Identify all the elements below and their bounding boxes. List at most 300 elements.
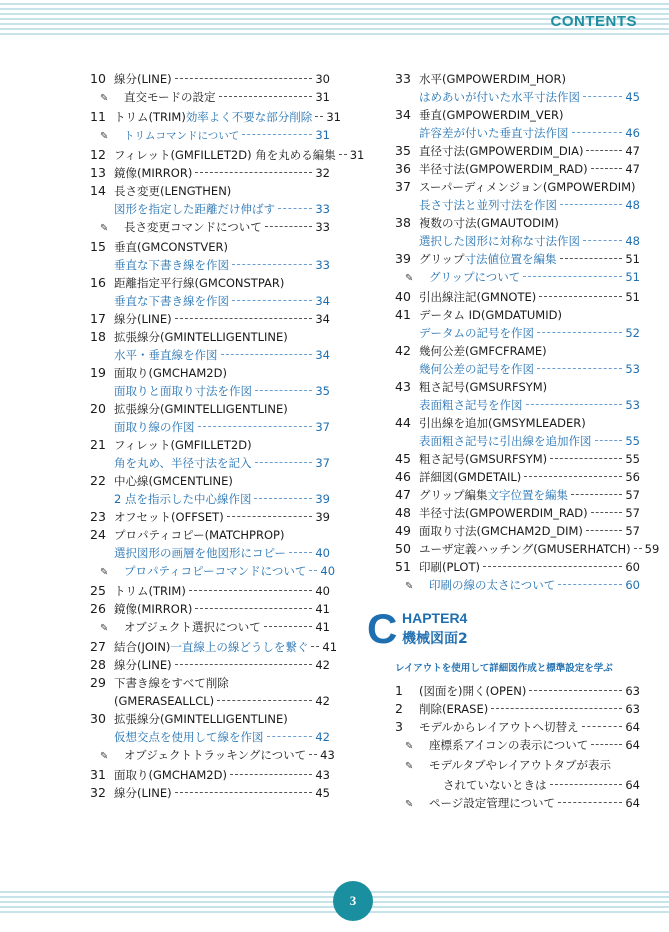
- entry-title: 詳細図(GMDETAIL): [419, 470, 522, 484]
- chapter-number: HAPTER4: [402, 610, 468, 626]
- entry-title: 水平(GMPOWERDIM_HOR): [419, 72, 567, 86]
- entry-number: 18: [90, 329, 106, 344]
- tip-title: オブジェクト選択について: [124, 620, 261, 634]
- entry-page: 32: [315, 166, 330, 180]
- entry-title: 長さ変更(LENGTHEN): [114, 184, 232, 198]
- entry-title: モデルからレイアウトへ切替え: [419, 720, 579, 734]
- entry-page: 31: [315, 90, 330, 104]
- entry-page: 43: [320, 748, 335, 762]
- subentry-title: 許容差が付いた垂直寸法作図: [419, 126, 569, 140]
- leader-dots: [560, 204, 622, 205]
- leader-dots: [217, 700, 312, 701]
- toc-tip[interactable]: [395, 756, 640, 776]
- toc-entry[interactable]: [395, 700, 640, 718]
- entry-title: グリップ編集: [419, 488, 488, 502]
- toc-subentry[interactable]: [90, 382, 330, 400]
- entry-page: 34: [315, 348, 330, 362]
- toc-entry[interactable]: [90, 472, 330, 490]
- leader-dots: [230, 774, 312, 775]
- entry-subtitle: 効率よく不要な部分削除: [185, 110, 313, 124]
- leader-dots: [483, 566, 622, 567]
- toc-subentry[interactable]: [90, 728, 330, 746]
- toc-entry[interactable]: [395, 378, 640, 396]
- entry-title: トリム(TRIM): [114, 110, 186, 124]
- entry-title: 面取り(GMCHAM2D): [114, 768, 227, 782]
- leader-dots: [558, 584, 622, 585]
- subentry-title: 選択図形の画層を他図形にコピー: [114, 546, 287, 560]
- tip-title: トリムコマンドについて: [124, 130, 240, 142]
- toc-entry[interactable]: [395, 486, 640, 504]
- toc-tip[interactable]: [90, 126, 330, 146]
- toc-entry[interactable]: [90, 146, 365, 164]
- toc-entry[interactable]: [90, 656, 330, 674]
- entry-title: 拡張線分(GMINTELLIGENTLINE): [114, 330, 288, 344]
- tip-title: されていないときは: [443, 778, 547, 792]
- toc-entry[interactable]: [395, 250, 640, 268]
- toc-entry[interactable]: [90, 508, 330, 526]
- leader-dots: [586, 530, 622, 531]
- entry-title: 鏡像(MIRROR): [114, 166, 193, 180]
- subentry-title: 垂直な下書き線を作図: [114, 258, 229, 272]
- entry-number: 13: [90, 165, 106, 180]
- toc-subentry[interactable]: [395, 396, 640, 414]
- entry-number: 28: [90, 657, 106, 672]
- tip-title: オブジェクトトラッキングについて: [124, 748, 307, 762]
- entry-number: 36: [395, 161, 411, 176]
- leader-dots: [572, 132, 623, 133]
- tip-title: 座標系アイコンの表示について: [429, 738, 589, 752]
- leader-dots: [232, 264, 312, 265]
- toc-entry[interactable]: [90, 164, 330, 182]
- toc-tip[interactable]: [90, 618, 330, 638]
- toc-subentry[interactable]: [90, 692, 330, 710]
- entry-page: 55: [625, 434, 640, 448]
- toc-tip[interactable]: [90, 88, 330, 108]
- subentry-title: 水平・垂直線を作図: [114, 348, 218, 362]
- leader-dots: [582, 726, 623, 727]
- entry-page: 42: [315, 730, 330, 744]
- leader-dots: [242, 134, 312, 135]
- entry-number: 26: [90, 601, 106, 616]
- leader-dots: [491, 708, 622, 709]
- entry-number: 30: [90, 711, 106, 726]
- entry-page: 42: [315, 694, 330, 708]
- toc-subentry[interactable]: [395, 232, 640, 250]
- chapter-heading: [367, 605, 640, 660]
- entry-title: スーパーディメンジョン(GMPOWERDIM): [419, 180, 636, 194]
- entry-number: 17: [90, 311, 106, 326]
- leader-dots: [591, 744, 622, 745]
- toc-tip-continuation[interactable]: [395, 776, 640, 794]
- toc-entry[interactable]: [90, 710, 330, 728]
- page-title: CONTENTS: [550, 13, 637, 30]
- toc-subentry[interactable]: [90, 292, 330, 310]
- entry-number: 23: [90, 509, 106, 524]
- entry-page: 46: [625, 126, 640, 140]
- toc-subentry[interactable]: [395, 432, 640, 450]
- toc-entry[interactable]: [395, 106, 640, 124]
- leader-dots: [175, 318, 313, 319]
- entry-page: 60: [625, 578, 640, 592]
- toc-entry[interactable]: [395, 522, 640, 540]
- toc-left-column: [90, 70, 365, 802]
- entry-number: 41: [395, 307, 411, 322]
- toc-subentry[interactable]: [90, 256, 330, 274]
- entry-page: 41: [315, 602, 330, 616]
- entry-number: 14: [90, 183, 106, 198]
- entry-title: オフセット(OFFSET): [114, 510, 224, 524]
- chapter-initial: C: [367, 605, 398, 652]
- entry-page: 41: [315, 620, 330, 634]
- entry-number: 15: [90, 239, 106, 254]
- subentry-title: 仮想交点を使用して線を作図: [114, 730, 264, 744]
- toc-subentry[interactable]: [90, 490, 330, 508]
- pencil-icon: ✎: [100, 623, 109, 634]
- leader-dots: [524, 476, 622, 477]
- entry-number: 3: [395, 719, 403, 734]
- subentry-title: 面取りと面取り寸法を作図: [114, 384, 252, 398]
- leader-dots: [537, 368, 622, 369]
- toc-entry[interactable]: [395, 414, 640, 432]
- toc-entry[interactable]: [395, 682, 640, 700]
- entry-title: グリップ: [419, 252, 465, 266]
- entry-number: 47: [395, 487, 411, 502]
- leader-dots: [558, 802, 622, 803]
- leader-dots: [175, 792, 313, 793]
- leader-dots: [195, 172, 312, 173]
- leader-dots: [198, 426, 313, 427]
- toc-tip[interactable]: [90, 746, 335, 766]
- entry-number: 49: [395, 523, 411, 538]
- tip-title: プロパティコピーコマンドについて: [124, 564, 307, 578]
- entry-page: 52: [625, 326, 640, 340]
- leader-dots: [175, 664, 313, 665]
- entry-page: 31: [349, 148, 365, 162]
- leader-dots: [264, 626, 313, 627]
- toc-entry[interactable]: [395, 214, 640, 232]
- toc-subentry[interactable]: [90, 544, 330, 562]
- entry-page: 57: [625, 488, 640, 502]
- entry-number: 29: [90, 675, 106, 690]
- leader-dots: [537, 332, 622, 333]
- entry-title: 面取り(GMCHAM2D): [114, 366, 227, 380]
- toc-subentry[interactable]: [90, 346, 330, 364]
- toc-entry[interactable]: [395, 288, 640, 306]
- entry-title: ユーザ定義ハッチング(GMUSERHATCH): [419, 542, 631, 556]
- subentry-title: (GMERASEALLCL): [114, 694, 215, 708]
- toc-right-column: [367, 70, 660, 814]
- leader-dots: [583, 240, 622, 241]
- entry-page: 51: [625, 252, 640, 266]
- subentry-title: 長さ寸法と並列寸法を作図: [419, 198, 557, 212]
- subentry-title: 図形を指定した距離だけ伸ばす: [114, 202, 275, 216]
- entry-page: 64: [625, 738, 640, 752]
- toc-tip[interactable]: [90, 562, 336, 582]
- entry-page: 47: [625, 162, 640, 176]
- pencil-icon: ✎: [100, 223, 109, 234]
- leader-dots: [550, 784, 623, 785]
- entry-title: 幾何公差(GMFCFRAME): [419, 344, 547, 358]
- entry-title: 引出線を追加(GMSYMLEADER): [419, 416, 586, 430]
- entry-page: 47: [625, 144, 640, 158]
- pencil-icon: ✎: [405, 799, 414, 810]
- entry-title: 距離指定平行線(GMCONSTPAR): [114, 276, 285, 290]
- leader-dots: [586, 150, 622, 151]
- leader-dots: [289, 552, 312, 553]
- toc-entry[interactable]: [395, 306, 640, 324]
- toc-entry[interactable]: [395, 70, 640, 88]
- entry-page: 40: [320, 564, 336, 578]
- toc-entry[interactable]: [395, 160, 640, 178]
- entry-number: 31: [90, 767, 106, 782]
- leader-dots: [267, 736, 313, 737]
- tip-title: ページ設定管理について: [429, 796, 556, 810]
- toc-subentry[interactable]: [90, 200, 330, 218]
- entry-title: データム ID(GMDATUMID): [419, 308, 562, 322]
- entry-title: 線分(LINE): [114, 72, 172, 86]
- toc-entry[interactable]: [395, 178, 640, 196]
- entry-page: 60: [625, 560, 640, 574]
- entry-number: 16: [90, 275, 106, 290]
- toc-tip[interactable]: [395, 736, 640, 756]
- entry-title: 垂直(GMCONSTVER): [114, 240, 228, 254]
- entry-subtitle: 寸法値位置を編集: [464, 252, 557, 266]
- subentry-title: 表面粗さ記号に引出線を追加作図: [419, 434, 592, 448]
- entry-title: 粗さ記号(GMSURFSYM): [419, 452, 548, 466]
- entry-page: 55: [625, 452, 640, 466]
- toc-tip[interactable]: [395, 268, 640, 288]
- subentry-title: 選択した図形に対称な寸法作図: [419, 234, 580, 248]
- entry-title: 下書き線をすべて削除: [114, 676, 229, 690]
- entry-page: 51: [625, 270, 640, 284]
- entry-title: 印刷(PLOT): [419, 560, 480, 574]
- entry-number: 21: [90, 437, 106, 452]
- entry-number: 10: [90, 71, 106, 86]
- entry-page: 63: [625, 702, 640, 716]
- toc-entry[interactable]: [90, 364, 330, 382]
- leader-dots: [265, 226, 313, 227]
- toc-entry[interactable]: [90, 182, 330, 200]
- entry-number: 44: [395, 415, 411, 430]
- tip-title: 長さ変更コマンドについて: [124, 220, 262, 234]
- toc-entry[interactable]: [395, 450, 640, 468]
- pencil-icon: ✎: [100, 131, 109, 142]
- toc-entry[interactable]: [395, 142, 640, 160]
- toc-entry[interactable]: [395, 558, 640, 576]
- entry-number: 46: [395, 469, 411, 484]
- toc-entry[interactable]: [395, 540, 660, 558]
- entry-number: 42: [395, 343, 411, 358]
- entry-number: 12: [90, 147, 106, 162]
- toc-tip[interactable]: [90, 218, 330, 238]
- toc-entry[interactable]: [90, 108, 341, 126]
- entry-title: プロパティコピー(MATCHPROP): [114, 528, 285, 542]
- toc-entry[interactable]: [90, 784, 330, 802]
- leader-dots: [254, 498, 312, 499]
- entry-page: 40: [315, 584, 330, 598]
- leader-dots: [175, 78, 313, 79]
- entry-number: 40: [395, 289, 411, 304]
- entry-page: 33: [315, 220, 330, 234]
- leader-dots: [195, 608, 312, 609]
- entry-page: 53: [625, 362, 640, 376]
- leader-dots: [539, 296, 622, 297]
- entry-number: 38: [395, 215, 411, 230]
- leader-dots: [309, 570, 317, 571]
- subentry-title: 2 点を指示した中心線作図: [114, 492, 252, 506]
- entry-number: 35: [395, 143, 411, 158]
- leader-dots: [278, 208, 312, 209]
- pencil-icon: ✎: [405, 581, 414, 592]
- entry-number: 20: [90, 401, 106, 416]
- toc-tip[interactable]: [395, 576, 640, 596]
- entry-title: 中心線(GMCENTLINE): [114, 474, 233, 488]
- entry-subtitle: 一直線上の線どうしを繋ぐ: [170, 640, 309, 654]
- entry-page: 48: [625, 234, 640, 248]
- pencil-icon: ✎: [100, 93, 109, 104]
- entry-page: 51: [625, 290, 640, 304]
- entry-page: 42: [315, 658, 330, 672]
- leader-dots: [595, 440, 623, 441]
- toc-entry[interactable]: [90, 582, 330, 600]
- entry-subtitle: 文字位置を編集: [487, 488, 569, 502]
- toc-tip[interactable]: [395, 794, 640, 814]
- tip-title: モデルタブやレイアウトタブが表示: [429, 758, 612, 772]
- entry-page: 39: [315, 492, 330, 506]
- entry-title: フィレット(GMFILLET2D): [114, 438, 252, 452]
- entry-page: 64: [625, 796, 640, 810]
- toc-entry[interactable]: [90, 638, 338, 656]
- toc-subentry[interactable]: [90, 418, 330, 436]
- page-number: 3: [333, 881, 373, 921]
- pencil-icon: ✎: [100, 751, 109, 762]
- subentry-title: 幾何公差の記号を作図: [419, 362, 534, 376]
- leader-dots: [339, 154, 347, 155]
- leader-dots: [309, 754, 317, 755]
- entry-page: 31: [315, 128, 330, 142]
- toc-entry[interactable]: [90, 400, 330, 418]
- entry-page: 31: [326, 110, 341, 124]
- pencil-icon: ✎: [405, 761, 414, 772]
- toc-entry[interactable]: [90, 274, 330, 292]
- entry-page: 43: [315, 768, 330, 782]
- tip-title: グリップについて: [429, 270, 521, 284]
- toc-entry[interactable]: [90, 310, 330, 328]
- leader-dots: [255, 390, 312, 391]
- entry-number: 2: [395, 701, 403, 716]
- entry-title: 拡張線分(GMINTELLIGENTLINE): [114, 402, 288, 416]
- entry-title: 結合(JOIN): [114, 640, 171, 654]
- leader-dots: [523, 276, 622, 277]
- pencil-icon: ✎: [405, 273, 414, 284]
- toc-entry[interactable]: [90, 328, 330, 346]
- entry-number: 22: [90, 473, 106, 488]
- entry-title: 線分(LINE): [114, 312, 172, 326]
- entry-number: 34: [395, 107, 411, 122]
- toc-entry[interactable]: [395, 718, 640, 736]
- leader-dots: [221, 354, 313, 355]
- toc-entry[interactable]: [90, 526, 330, 544]
- entry-page: 57: [625, 506, 640, 520]
- entry-page: 34: [315, 312, 330, 326]
- entry-number: 48: [395, 505, 411, 520]
- entry-title: 拡張線分(GMINTELLIGENTLINE): [114, 712, 288, 726]
- entry-title: 粗さ記号(GMSURFSYM): [419, 380, 548, 394]
- pencil-icon: ✎: [405, 741, 414, 752]
- subentry-title: 垂直な下書き線を作図: [114, 294, 229, 308]
- toc-subentry[interactable]: [395, 196, 640, 214]
- leader-dots: [255, 462, 313, 463]
- toc-entry[interactable]: [90, 674, 330, 692]
- subentry-title: はめあいが付いた水平寸法作図: [419, 90, 580, 104]
- entry-page: 39: [315, 510, 330, 524]
- toc-subentry[interactable]: [395, 124, 640, 142]
- toc-subentry[interactable]: [395, 360, 640, 378]
- entry-title: 半径寸法(GMPOWERDIM_RAD): [419, 506, 588, 520]
- toc-entry[interactable]: [395, 342, 640, 360]
- entry-title: 面取り寸法(GMCHAM2D_DIM): [419, 524, 583, 538]
- leader-dots: [583, 96, 622, 97]
- leader-dots: [571, 494, 622, 495]
- entry-number: 32: [90, 785, 106, 800]
- entry-page: 64: [625, 778, 640, 792]
- entry-number: 43: [395, 379, 411, 394]
- entry-number: 33: [395, 71, 411, 86]
- entry-page: 35: [315, 384, 330, 398]
- entry-page: 37: [315, 420, 330, 434]
- leader-dots: [311, 646, 319, 647]
- toc-entry[interactable]: [90, 436, 330, 454]
- entry-number: 39: [395, 251, 411, 266]
- toc-entry[interactable]: [90, 70, 330, 88]
- entry-page: 53: [625, 398, 640, 412]
- entry-page: 30: [315, 72, 330, 86]
- toc-entry[interactable]: [395, 504, 640, 522]
- leader-dots: [591, 512, 623, 513]
- entry-page: 45: [625, 90, 640, 104]
- toc-entry[interactable]: [90, 600, 330, 618]
- entry-number: 51: [395, 559, 411, 574]
- entry-number: 27: [90, 639, 106, 654]
- entry-page: 48: [625, 198, 640, 212]
- entry-page: 56: [625, 470, 640, 484]
- leader-dots: [529, 690, 622, 691]
- leader-dots: [219, 96, 313, 97]
- leader-dots: [634, 548, 642, 549]
- entry-page: 41: [322, 640, 338, 654]
- entry-title: 半径寸法(GMPOWERDIM_RAD): [419, 162, 588, 176]
- toc-subentry[interactable]: [395, 88, 640, 106]
- subentry-title: 角を丸め、半径寸法を記入: [114, 456, 252, 470]
- entry-title: 削除(ERASE): [419, 702, 489, 716]
- entry-title: 垂直(GMPOWERDIM_VER): [419, 108, 564, 122]
- toc-subentry[interactable]: [90, 454, 330, 472]
- leader-dots: [550, 458, 622, 459]
- entry-page: 37: [315, 456, 330, 470]
- entry-number: 19: [90, 365, 106, 380]
- subentry-title: 表面粗さ記号を作図: [419, 398, 523, 412]
- toc-entry[interactable]: [90, 766, 330, 784]
- toc-subentry[interactable]: [395, 324, 640, 342]
- leader-dots: [526, 404, 623, 405]
- entry-title: 線分(LINE): [114, 658, 172, 672]
- entry-title: 線分(LINE): [114, 786, 172, 800]
- entry-title: 鏡像(MIRROR): [114, 602, 193, 616]
- toc-entry[interactable]: [90, 238, 330, 256]
- entry-number: 25: [90, 583, 106, 598]
- toc-entry[interactable]: [395, 468, 640, 486]
- entry-title: 複数の寸法(GMAUTODIM): [419, 216, 559, 230]
